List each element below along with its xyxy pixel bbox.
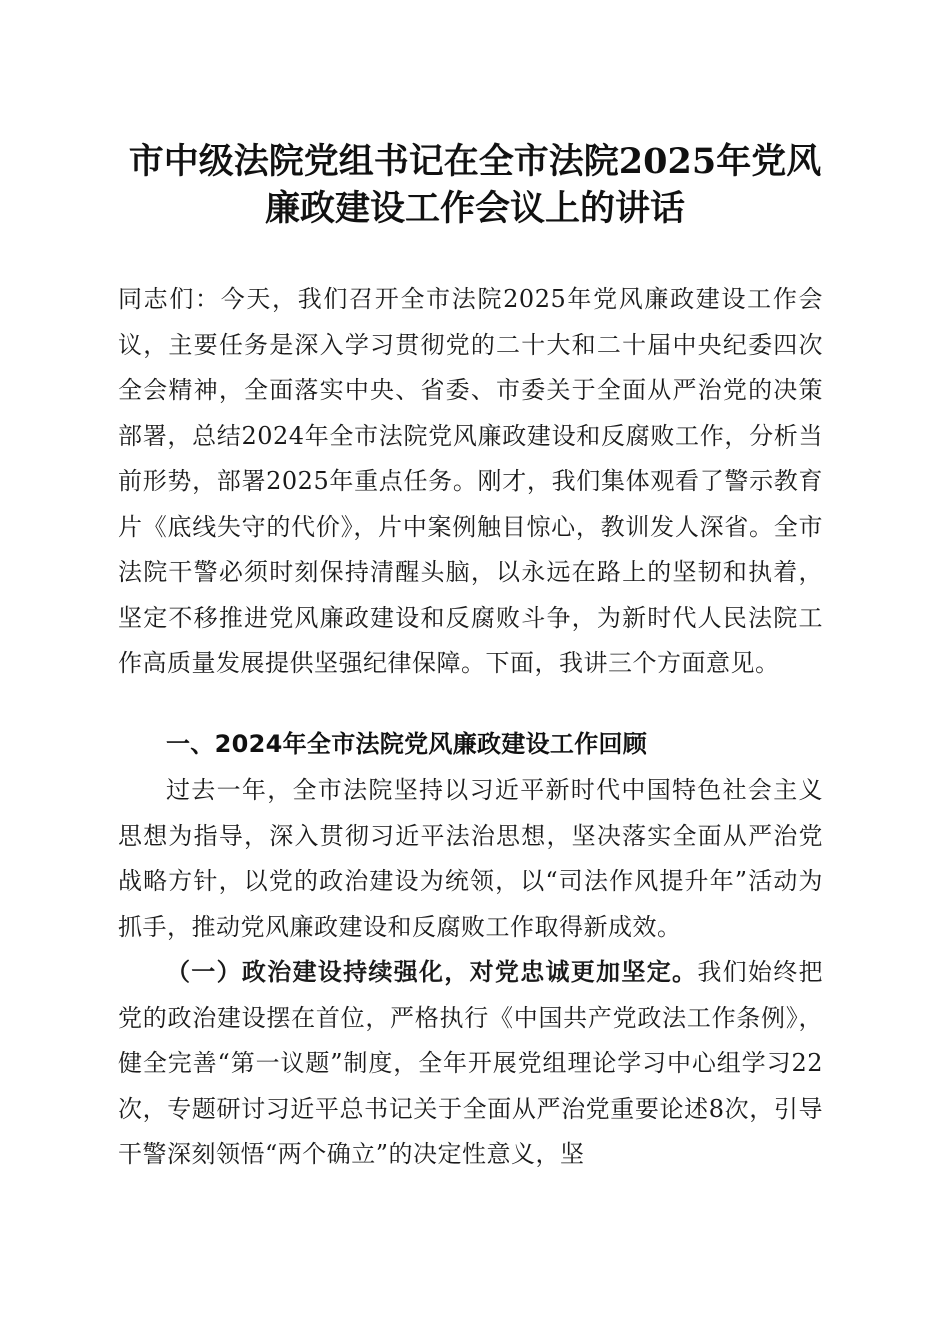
subsection-heading-political: （一）政治建设持续强化，对党忠诚更加坚定。 (166, 957, 698, 986)
section-heading-review: 一、2024年全市法院党风廉政建设工作回顾 (166, 730, 648, 758)
subsection-text-political: 我们始终把党的政治建设摆在首位，严格执行《中国共产党政法工作条例》，健全完善“第一议题”制度，全年开展党组理论学习中心组学习22次，专题研讨习近平总书记关于全面从严治党重要论述8次，引导干警深刻领悟“两个确立”的决定性意义，坚 (118, 958, 824, 1168)
intro-paragraph: 同志们：今天，我们召开全市法院2025年党风廉政建设工作会议，主要任务是深入学习贯彻党的二十大和二十届中央纪委四次全会精神，全面落实中央、省委、市委关于全面从严治党的决策部署，总结2024年全市法院党风廉政建设和反腐败工作，分析当前形势，部署2025年重点任务。刚才，我们集体观看了警示教育片《底线失守的代价》，片中案例触目惊心，教训发人深省。全市法院干警必须时刻保持清醒头脑，以永远在路上的坚韧和执着，坚定不移推进党风廉政建设和反腐败斗争，为新时代人民法院工作高质量发展提供坚强纪律保障。下面，我讲三个方面意见。 (118, 285, 823, 677)
subsection-paragraph-political (118, 949, 823, 1178)
review-paragraph: 过去一年，全市法院坚持以习近平新时代中国特色社会主义思想为指导，深入贯彻习近平法治思想，坚决落实全面从严治党战略方针，以党的政治建设为统领，以“司法作风提升年”活动为抓手，推动党风廉政建设和反腐败工作取得新成效。 (118, 776, 823, 941)
document-title: 市中级法院党组书记在全市法院2025年党风廉政建设工作会议上的讲话 (128, 141, 822, 229)
